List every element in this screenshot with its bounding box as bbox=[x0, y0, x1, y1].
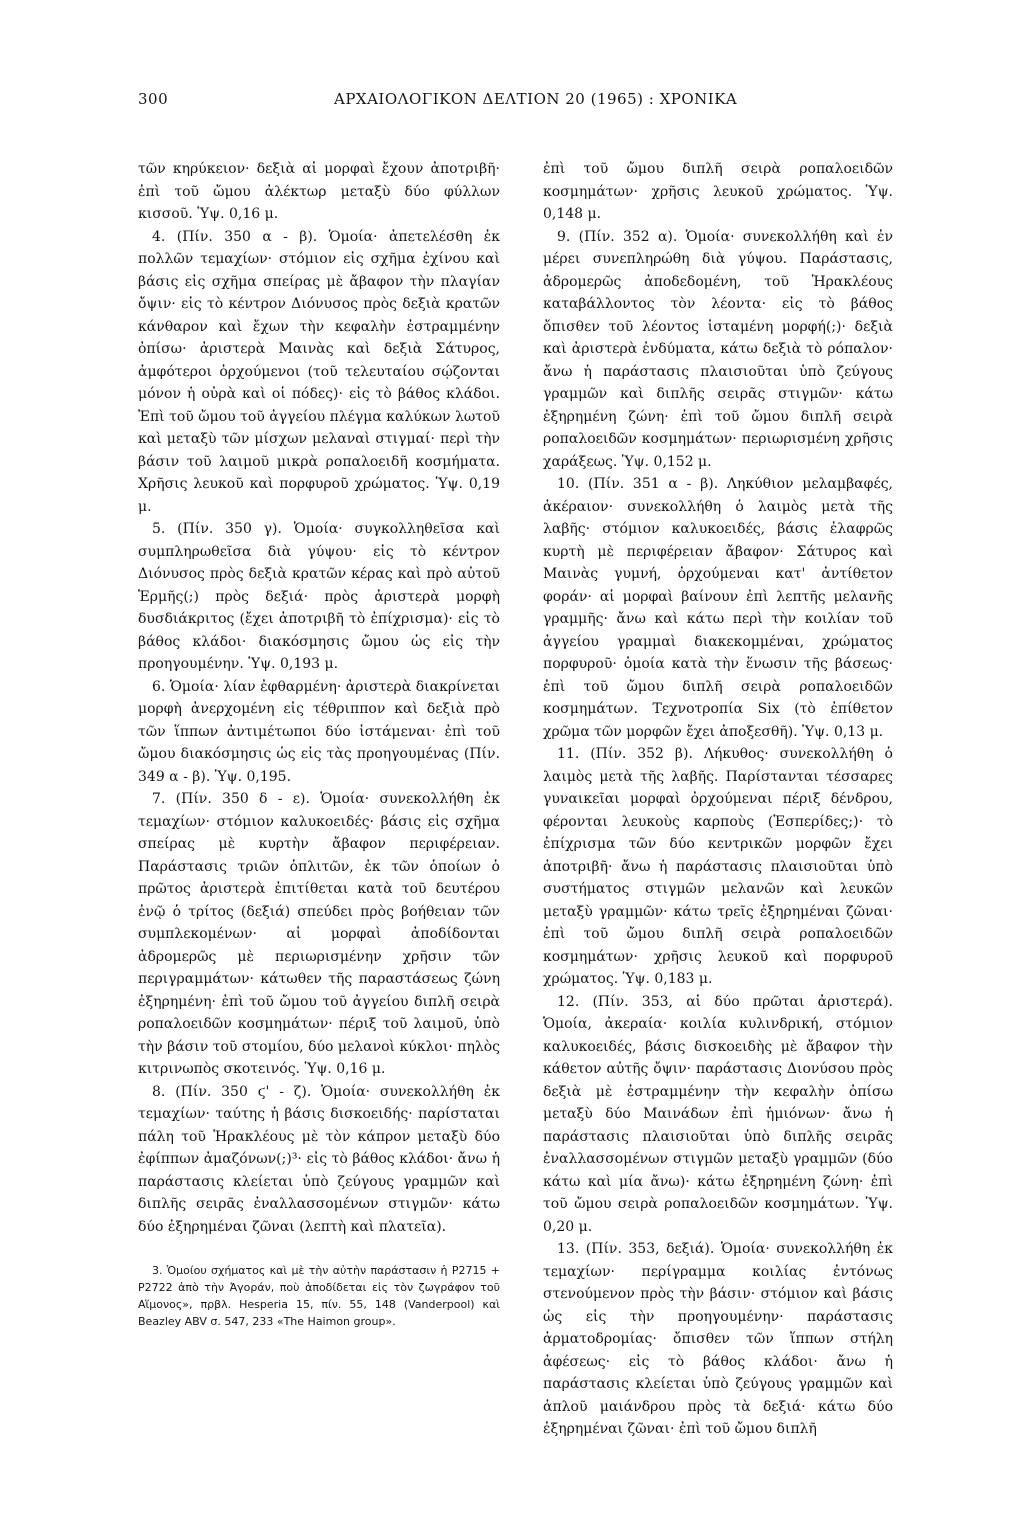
paragraph: τῶν κηρύκειον· δεξιὰ αἱ μορφαὶ ἔχουν ἀποτριβῆ· ἐπὶ τοῦ ὤμου ἀλέκτωρ μεταξὺ δύο φύλλων κισσοῦ. Ὑψ. 0,16 μ. bbox=[138, 161, 500, 222]
paragraph: ἐπὶ τοῦ ὤμου διπλῆ σειρὰ ροπαλοειδῶν κοσμημάτων· χρῆσις λευκοῦ χρώματος. Ὑψ. 0,148 μ. bbox=[543, 161, 893, 222]
paragraph: 13. (Πίν. 353, δεξιά). Ὁμοία· συνεκολλήθη ἐκ τεμαχίων· περίγραμμα κοιλίας ἐντόνως στενούμενον πρὸς τὴν βάσιν· στόμιον καὶ βάσις ὡς εἰς τὴν προηγουμένην· παράστασις ἁρματοδρομίας· ὄπισθεν τῶν ἵππων στήλη ἀφέσεως· εἰς τὸ βάθος κλάδοι· ἄνω ἡ παράστασις κλείεται ὑπὸ ζεύγους γραμμῶν καὶ ἁπλοῦ μαιάνδρου πρὸς τὰ δεξιά· κάτω δύο ἐξηρημέναι ζῶναι· ἐπὶ τοῦ ὤμου διπλῆ bbox=[543, 1241, 893, 1437]
paragraph: 7. (Πίν. 350 δ - ε). Ὁμοία· συνεκολλήθη ἐκ τεμαχίων· στόμιον καλυκοειδές· βάσις εἰς σχῆμα σπείρας μὲ κυρτὴν ἄβαφον περιφέρειαν. Παράστασις τριῶν ὁπλιτῶν, ἐκ τῶν ὁποίων ὁ πρῶτος ἀριστερὰ ἐπιτίθεται κατὰ τοῦ δευτέρου ἐνῷ ὁ τρίτος (δεξιά) σπεύδει πρὸς βοήθειαν τῶν συμπλεκομένων· αἱ μορφαὶ ἀποδίδονται ἀδρομερῶς μὲ περιωρισμένην χρῆσιν τῶν περιγραμμάτων· κάτωθεν τῆς παραστάσεως ζώνη ἐξηρημένη· ἐπὶ τοῦ ὤμου τοῦ ἀγγείου διπλῆ σειρὰ ροπαλοειδῶν κοσμημάτων· πέριξ τοῦ λαιμοῦ, ὑπὸ τὴν βάσιν τοῦ στομίου, δύο μελανοὶ κύκλοι· πηλὸς κιτρινωπὸς σκοτεινός. Ὑψ. 0,16 μ. bbox=[138, 791, 500, 1077]
running-title: ΑΡΧΑΙΟΛΟΓΙΚΟΝ ΔΕΛΤΙΟΝ 20 (1965) : ΧΡΟΝΙΚΑ bbox=[334, 90, 738, 108]
left-column bbox=[138, 158, 500, 1238]
paragraph: 9. (Πίν. 352 α). Ὁμοία· συνεκολλήθη καὶ ἐν μέρει συνεπληρώθη διὰ γύψου. Παράστασις, ἀδρομερῶς ἀποδεδομένη, τοῦ Ἡρακλέους καταβάλλοντος τὸν λέοντα· εἰς τὸ βάθος ὄπισθεν τοῦ λέοντος ἱσταμένη μορφή(;)· δεξιὰ καὶ ἀριστερὰ ἐνδύματα, κάτω δεξιὰ τὸ ρόπαλον· ἄνω ἡ παράστασις πλαισιοῦται ὑπὸ ζεύγους γραμμῶν καὶ διπλῆς σειρᾶς στιγμῶν· κάτω ἐξηρημένη ζώνη· ἐπὶ τοῦ ὤμου διπλῆ σειρὰ ροπαλοειδῶν κοσμημάτων· περιωρισμένη χρῆσις χαράξεως. Ὑψ. 0,152 μ. bbox=[543, 228, 893, 470]
paragraph: 11. (Πίν. 352 β). Λήκυθος· συνεκολλήθη ὁ λαιμὸς μετὰ τῆς λαβῆς. Παρίστανται τέσσαρες γυναικεῖαι μορφαὶ ὀρχούμεναι πέριξ δένδρου, φέρονται λευκοὺς καρποὺς (Ἑσπερίδες;)· τὸ ἐπίχρισμα τῶν δύο κεντρικῶν μορφῶν ἔχει ἀποτριβῆ· ἄνω ἡ παράστασις πλαισιοῦται ὑπὸ συστήματος στιγμῶν μελανῶν καὶ λευκῶν μεταξὺ γραμμῶν· κάτω τρεῖς ἐξηρημέναι ζῶναι· ἐπὶ τοῦ ὤμου διπλῆ σειρὰ ροπαλοειδῶν κοσμημάτων· χρῆσις λευκοῦ καὶ πορφυροῦ χρώματος. Ὑψ. 0,183 μ. bbox=[543, 746, 893, 987]
footnote: 3. Ὁμοίου σχήματος καὶ μὲ τὴν αὐτὴν παράστασιν ἡ P2715 + P2722 ἀπὸ τὴν Ἀγοράν, ποὺ ἀποδίδεται εἰς τὸν ζωγράφον τοῦ Αἵμονος», πρβλ. Hesperia 15, πίν. 55, 148 (Vanderpool) καὶ Beazley ABV σ. 547, 233 «The Haimon group». bbox=[138, 1264, 500, 1328]
paragraph: 4. (Πίν. 350 α - β). Ὁμοία· ἀπετελέσθη ἐκ πολλῶν τεμαχίων· στόμιον εἰς σχῆμα ἐχίνου καὶ βάσις εἰς σχῆμα σπείρας μὲ ἄβαφον τὴν πλαγίαν ὄψιν· εἰς τὸ κέντρον Διόνυσος πρὸς δεξιὰ κρατῶν κάνθαρον καὶ ἔχων τὴν κεφαλὴν ἐστραμμένην ὀπίσω· ἀριστερὰ Μαινὰς καὶ δεξιὰ Σάτυρος, ἀμφότεροι ὀρχούμενοι (τοῦ τελευταίου σῴζονται μόνον ἡ οὐρὰ καὶ οἱ πόδες)· εἰς τὸ βάθος κλάδοι. Ἐπὶ τοῦ ὤμου τοῦ ἀγγείου πλέγμα καλύκων λωτοῦ καὶ μεταξὺ τῶν μίσχων μελαναὶ στιγμαί· περὶ τὴν βάσιν τοῦ λαιμοῦ μικρὰ ροπαλοειδῆ κοσμήματα. Χρῆσις λευκοῦ καὶ πορφυροῦ χρώματος. Ὑψ. 0,19 μ. bbox=[138, 228, 500, 515]
paragraph: 8. (Πίν. 350 ϛ' - ζ). Ὁμοία· συνεκολλήθη ἐκ τεμαχίων· ταύτης ἡ βάσις δισκοειδής· παρίσταται πάλη τοῦ Ἡρακλέους μὲ τὸν κάπρον μεταξὺ δύο ἐφίππων ἀμαζόνων(;)³· εἰς τὸ βάθος κλάδοι· ἄνω ἡ παράστασις κλείεται ὑπὸ ζεύγους γραμμῶν καὶ διπλῆς σειρᾶς ἐναλλασσομένων στιγμῶν· κάτω δύο ἐξηρημέναι ζῶναι (λεπτὴ καὶ πλατεῖα). bbox=[138, 1083, 500, 1235]
paragraph: 10. (Πίν. 351 α - β). Ληκύθιον μελαμβαφές, ἀκέραιον· συνεκολλήθη ὁ λαιμὸς μετὰ τῆς λαβῆς· στόμιον καλυκοειδές, βάσις ἐλαφρῶς κυρτὴ μὲ περιφέρειαν ἄβαφον· Σάτυρος καὶ Μαινὰς γυμνή, ὀρχούμεναι κατ' ἀντίθετον φοράν· αἱ μορφαὶ βαίνουν ἐπὶ λεπτῆς μελανῆς γραμμῆς· ἄνω καὶ κάτω περὶ τὴν κοιλίαν τοῦ ἀγγείου γραμμαὶ διακεκομμέναι, χρώματος πορφυροῦ· ὁμοία κατὰ τὴν ἕνωσιν τῆς βάσεως· ἐπὶ τοῦ ὤμου διπλῆ σειρὰ ροπαλοειδῶν κοσμημάτων. Τεχνοτροπία Six (τὸ ἐπίθετον χρῶμα τῶν μορφῶν ἔχει ἀποξεσθῆ). Ὑψ. 0,13 μ. bbox=[543, 476, 893, 740]
page-header bbox=[138, 90, 888, 112]
page-number: 300 bbox=[138, 90, 169, 108]
paragraph: 5. (Πίν. 350 γ). Ὁμοία· συγκολληθεῖσα καὶ συμπληρωθεῖσα διὰ γύψου· εἰς τὸ κέντρον Διόνυσος πρὸς δεξιὰ κρατῶν κέρας καὶ πρὸ αὐτοῦ Ἑρμῆς(;) πρὸς δεξιά· πρὸς ἀριστερὰ μορφὴ δυσδιάκριτος (ἔχει ἀποτριβῆ τὸ ἐπίχρισμα)· εἰς τὸ βάθος κλάδοι· διακόσμησις ὤμου ὡς εἰς τὴν προηγουμένην. Ὑψ. 0,193 μ. bbox=[138, 521, 500, 672]
right-column bbox=[543, 158, 893, 1441]
paragraph: 6. Ὁμοία· λίαν ἐφθαρμένη· ἀριστερὰ διακρίνεται μορφὴ ἀνερχομένη εἰς τέθριππον καὶ δεξιὰ πρὸ τῶν ἵππων ἀντιμέτωποι δύο ἱστάμεναι· ἐπὶ τοῦ ὤμου διακόσμησις ὡς εἰς τὰς προηγουμένας (Πίν. 349 α - β). Ὑψ. 0,195. bbox=[138, 678, 500, 785]
paragraph: 12. (Πίν. 353, αἱ δύο πρῶται ἀριστερά). Ὁμοία, ἀκεραία· κοιλία κυλινδρική, στόμιον καλυκοειδές, βάσις δισκοειδὴς μὲ ἄβαφον τὴν κάθετον αὐτῆς ὄψιν· παράστασις Διονύσου πρὸς δεξιὰ μὲ ἐστραμμένην τὴν κεφαλὴν ὀπίσω μεταξὺ δύο Μαινάδων ἐπὶ ἡμιόνων· ἄνω ἡ παράστασις πλαισιοῦται ὑπὸ διπλῆς σειρᾶς ἐναλλασσομένων στιγμῶν μεταξὺ γραμμῶν (δύο κάτω καὶ μία ἄνω)· κάτω ἐξηρημένη ζώνη· ἐπὶ τοῦ ὤμου σειρὰ ροπαλοειδῶν κοσμημάτων. Ὑψ. 0,20 μ. bbox=[543, 993, 893, 1235]
